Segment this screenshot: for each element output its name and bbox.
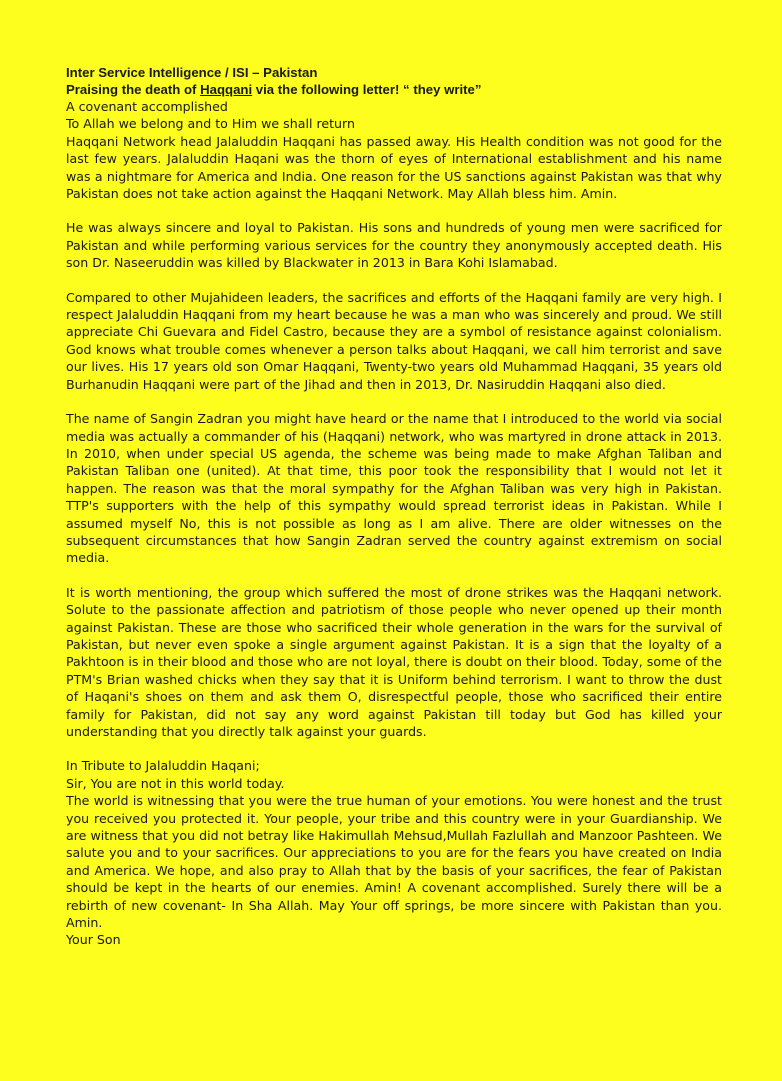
paragraph-1: Haqqani Network head Jalaluddin Haqqani has passed away. His Health condition was not good for the last few years. Jalaluddin Haqani was the thorn of eyes of International establishment and his name was a nightmare for America and India. One reason for the US sanctions against Pakistan was that why Pakistan does not take action against the Haqqani Network. May Allah bless him. Amin. — [66, 133, 722, 202]
intro-line-1: A covenant accomplished — [66, 99, 228, 114]
subtitle-start: Praising the death of — [66, 82, 201, 97]
paragraph-5: It is worth mentioning, the group which suffered the most of drone strikes was the Haqqani network. Solute to the passionate affection and patriotism of those people who never opened up their month against Pakistan. These are those who sacrificed their whole generation in the wars for the survival of Pakistan, but never even spoke a single argument against Pakistan. It is a sign that the loyalty of a Pakhtoon is in their blood and those who are not loyal, there is doubt on their blood. Today, some of the PTM's Brian washed chicks when they say that it is Uniform behind terrorism. I want to throw the dust of Haqani's shoes on them and ask them O, disrespectful people, those who sacrificed their entire family for Pakistan, did not say any word against Pakistan till today but God has killed your understanding that you directly talk against your guards. — [66, 584, 722, 739]
paragraph-2: He was always sincere and loyal to Pakistan. His sons and hundreds of young men were sacrificed for Pakistan and while performing various services for the country they anonymously accepted death. His son Dr. Naseeruddin was killed by Blackwater in 2013 in Bara Kohi Islamabad. — [66, 220, 722, 271]
tribute-heading: In Tribute to Jalaluddin Haqani; — [66, 758, 260, 774]
signoff: Your Son — [66, 932, 121, 948]
subtitle-underlined-name: Haqqani — [200, 82, 253, 97]
tribute-salutation: Sir, You are not in this world today. — [66, 775, 285, 791]
subtitle-end: via the following letter! “ they write” — [252, 82, 482, 97]
tribute-paragraph: The world is witnessing that you were the true human of your emotions. You were honest and the trust you received you protected it. Your people, your tribe and this country were in your Guardianship. We are witness that you did not betray like Hakimullah Mehsud,Mullah Fazlullah and Manzoor Pashteen. We salute you and to your sacrifices. Our appreciations to you are for the fears you have created on India and America. We hope, and also pray to Allah that by the basis of your sacrifices, the fear of Pakistan should be kept in the hearts of our enemies. Amin! A covenant accomplished. Surely there will be a rebirth of new covenant- In Sha Allah. May Your off springs, be more sincere with Pakistan than you. Amin. — [66, 793, 722, 931]
intro-line-2: To Allah we belong and to Him we shall return — [66, 116, 355, 132]
document-subtitle — [66, 81, 722, 98]
paragraph-3: Compared to other Mujahideen leaders, the sacrifices and efforts of the Haqqani family are very high. I respect Jalaluddin Haqqani from my heart because he was a man who was sincerely and proud. We still appreciate Chi Guevara and Fidel Castro, because they are a symbol of resistance against colonialism. God knows what trouble comes whenever a person talks about Haqqani, we call him terrorist and save our lives. His 17 years old son Omar Haqqani, Twenty-two years old Muhammad Haqqani, 35 years old Burhanudin Haqqani were part of the Jihad and then in 2013, Dr. Nasiruddin Haqqani also died. — [66, 289, 722, 392]
paragraph-4: The name of Sangin Zadran you might have heard or the name that I introduced to the world via social media was actually a commander of his (Haqqani) network, who was martyred in drone attack in 2013. In 2010, when under special US agenda, the scheme was being made to make Afghan Taliban and Pakistan Taliban one (united). At that time, this poor took the responsibility that I would not let it happen. The reason was that the moral sympathy for the Afghan Taliban was very high in Pakistan. TTP's supporters with the help of this sympathy would spread terrorist ideas in Pakistan. While I assumed myself No, this is not possible as long as I am alive. There are older witnesses on the subsequent circumstances that how Sangin Zadran served the country against extremism on social media. — [66, 411, 722, 566]
document-title: Inter Service Intelligence / ISI – Pakistan — [66, 65, 318, 80]
